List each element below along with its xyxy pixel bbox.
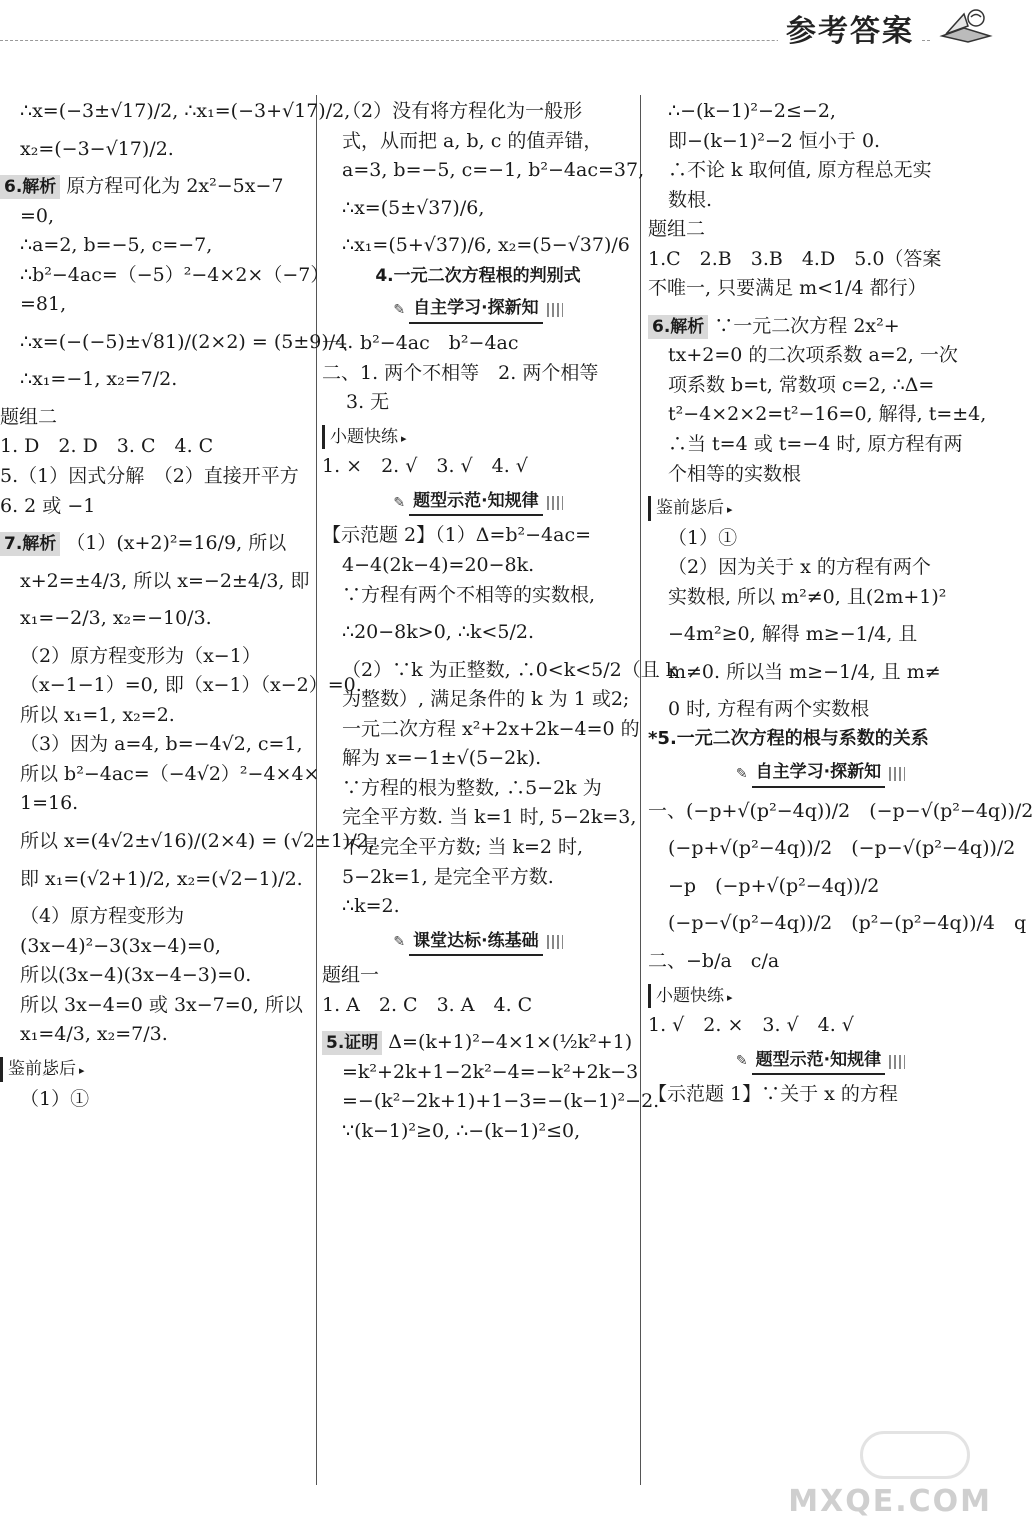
- text-line: ∴−(k−1)²−2≤−2,: [668, 100, 836, 122]
- text-line: 1. √ 2. × 3. √ 4. √: [648, 1014, 854, 1037]
- text-line: （x−1−1）=0, 即（x−1）（x−2）=0.: [20, 674, 362, 697]
- banner-self-study: ✎ 自主学习·探新知: [648, 760, 993, 788]
- text-line: 二、1. 两个不相等 2. 两个相等: [322, 361, 599, 384]
- text-line: a=3, b=−5, c=−1, b²−4ac=37,: [342, 159, 645, 182]
- text-line: ∴x₁=(5+√37)/6, x₂=(5−√37)/6: [342, 234, 630, 257]
- banner-self-study: ✎ 自主学习·探新知: [322, 296, 634, 324]
- text-line: 一、(−p+√(p²−4q))/2 (−p−√(p²−4q))/2: [648, 799, 1033, 822]
- answer-text: （1）(x+2)²=16/9, 所以: [66, 532, 287, 555]
- text-line: 【示范题 2】（1）Δ=b²−4ac=: [322, 524, 592, 547]
- text-line: (−p−√(p²−4q))/2 (p²−(p²−4q))/4 q: [668, 912, 1027, 935]
- text-line: 所以 x=(4√2±√16)/(2×4) = (√2±1)/2,: [20, 830, 375, 853]
- answer-text: Δ=(k+1)²−4×1×(½k²+1): [388, 1031, 633, 1054]
- text-line: 实数根, 所以 m²≠0, 且(2m+1)²: [668, 585, 947, 608]
- text-line: 不唯一, 只要满足 m<1/4 都行）: [648, 277, 927, 300]
- arrow-icon: ▸: [727, 990, 733, 1004]
- text-line: 【示范题 1】∵关于 x 的方程: [648, 1083, 898, 1106]
- text-line: ∴x=(−3±√17)/2, ∴x₁=(−3+√17)/2,: [20, 100, 351, 122]
- column-right: [648, 98, 1033, 1111]
- text-line: （2）因为关于 x 的方程有两个: [668, 556, 931, 579]
- pen-icon: ✎: [735, 765, 748, 782]
- page-header: [0, 0, 1000, 50]
- text-line: tx+2=0 的二次项系数 a=2, 一次: [668, 344, 958, 367]
- text-line: 6. 2 或 −1: [0, 494, 96, 517]
- text-line: =0,: [20, 204, 55, 227]
- group-heading: 题组二: [648, 218, 706, 241]
- bars-icon: [547, 935, 563, 949]
- text-line: 所以(3x−4)(3x−4−3)=0.: [20, 964, 252, 987]
- arrow-icon: ▸: [79, 1063, 85, 1077]
- text-line: t²−4×2×2=t²−16=0, 解得, t=±4,: [668, 403, 987, 426]
- text-line: （2）∵k 为正整数, ∴0<k<5/2（且 k: [342, 658, 678, 681]
- text-line: m≠0. 所以当 m≥−1/4, 且 m≠: [668, 660, 941, 683]
- answer-text: 原方程可化为 2x²−5x−7: [66, 175, 284, 198]
- text-line: ∴x₁=−1, x₂=7/2.: [20, 368, 178, 391]
- text-line: (−p+√(p²−4q))/2 (−p−√(p²−4q))/2: [668, 837, 1016, 860]
- bars-icon: [889, 767, 905, 781]
- text-line: 所以 x₁=1, x₂=2.: [20, 703, 175, 726]
- text-line: 1.C 2.B 3.B 4.D 5.0（答案: [648, 247, 942, 270]
- text-line: 不是完全平方数; 当 k=2 时,: [342, 835, 584, 858]
- text-line: 项系数 b=t, 常数项 c=2, ∴Δ=: [668, 373, 935, 396]
- pen-icon: ✎: [393, 494, 406, 511]
- text-line: 1. D 2. D 3. C 4. C: [0, 435, 214, 458]
- text-line: 个相等的实数根: [668, 462, 802, 485]
- analysis-tag: 6.解析: [0, 175, 60, 199]
- text-line: 二、−b/a c/a: [648, 949, 780, 972]
- group-heading: 题组二: [0, 405, 58, 428]
- text-line: （1）①: [668, 526, 738, 549]
- page-title: 参考答案: [778, 6, 922, 50]
- text-line: 所以 b²−4ac=（−4√2）²−4×4×: [20, 762, 320, 785]
- watermark: MXQE.COM: [788, 1484, 992, 1519]
- pen-icon: ✎: [393, 934, 406, 951]
- text-line: 式，从而把 a, b, c 的值弄错，: [342, 129, 603, 152]
- text-line: 数根.: [668, 188, 713, 211]
- arrow-icon: ▸: [401, 431, 407, 445]
- text-line: ∴k=2.: [342, 895, 400, 918]
- text-line: x₁=−2/3, x₂=−10/3.: [20, 607, 212, 630]
- banner-class-practice: ✎ 课堂达标·练基础: [322, 929, 634, 957]
- text-line: 一、b²−4ac b²−4ac: [322, 332, 519, 355]
- text-line: x₁=4/3, x₂=7/3.: [20, 1023, 168, 1046]
- column-divider-1: [316, 95, 317, 1485]
- text-line: 即 x₁=(√2+1)/2, x₂=(√2−1)/2.: [20, 867, 303, 890]
- text-line: ∴x=(−(−5)±√81)/(2×2) = (5±9)/4.: [20, 330, 354, 353]
- text-line: （3）因为 a=4, b=−4√2, c=1,: [20, 733, 303, 756]
- section-title: *5.一元二次方程的根与系数的关系: [648, 728, 929, 750]
- text-line: 完全平方数. 当 k=1 时, 5−2k=3,: [342, 806, 637, 829]
- text-line: 4−4(2k−4)=20−8k.: [342, 554, 535, 577]
- banner-examples: ✎ 题型示范·知规律: [322, 489, 634, 517]
- text-line: [0, 530, 312, 558]
- text-line: ∴b²−4ac=（−5）²−4×2×（−7）: [20, 263, 330, 286]
- text-line: 5.（1）因式分解 （2）直接开平方: [0, 465, 299, 488]
- analysis-tag: 6.解析: [648, 315, 708, 339]
- analysis-tag: 7.解析: [0, 532, 60, 556]
- text-line: ∵方程的根为整数, ∴5−2k 为: [342, 776, 602, 799]
- text-line: 1=16.: [20, 792, 79, 815]
- text-line: ∴20−8k>0, ∴k<5/2.: [342, 621, 535, 644]
- text-line: 即−(k−1)²−2 恒小于 0.: [668, 129, 881, 152]
- arrow-icon: ▸: [727, 503, 733, 517]
- bars-icon: [889, 1055, 905, 1069]
- pen-icon: ✎: [393, 302, 406, 319]
- text-line: =81,: [20, 293, 67, 316]
- section-review: 鉴前毖后 ▸: [0, 1057, 85, 1082]
- text-line: （4）原方程变形为: [20, 905, 185, 928]
- text-line: 所以 3x−4=0 或 3x−7=0, 所以: [20, 993, 303, 1016]
- text-line: [648, 313, 993, 341]
- text-line: ∵方程有两个不相等的实数根,: [342, 583, 596, 606]
- text-line: 0 时, 方程有两个实数根: [668, 698, 870, 721]
- text-line: x+2=±4/3, 所以 x=−2±4/3, 即: [20, 569, 310, 592]
- text-line: 为整数）, 满足条件的 k 为 1 或2;: [342, 688, 630, 711]
- text-line: 1. A 2. C 3. A 4. C: [322, 993, 533, 1016]
- bars-icon: [547, 303, 563, 317]
- section-review: 鉴前毖后 ▸: [648, 496, 733, 521]
- text-line: 3. 无: [346, 391, 390, 414]
- bars-icon: [547, 496, 563, 510]
- watermark-badge-icon: [860, 1431, 970, 1479]
- text-line: 5−2k=1, 是完全平方数.: [342, 865, 554, 888]
- proof-tag: 5.证明: [322, 1031, 382, 1055]
- text-line: （2）没有将方程化为一般形: [342, 100, 583, 122]
- text-line: [322, 1029, 634, 1057]
- answer-text: ∵一元二次方程 2x²+: [714, 314, 900, 337]
- text-line: −4m²≥0, 解得 m≥−1/4, 且: [668, 623, 918, 646]
- text-line: （2）原方程变形为（x−1）: [20, 644, 261, 667]
- text-line: 一元二次方程 x²+2x+2k−4=0 的: [342, 717, 640, 740]
- text-line: ∴a=2, b=−5, c=−7,: [20, 234, 213, 257]
- text-line: 解为 x=−1±√(5−2k).: [342, 747, 542, 770]
- text-line: ∵(k−1)²≥0, ∴−(k−1)²≤0,: [342, 1119, 581, 1142]
- text-line: ∴当 t=4 或 t=−4 时, 原方程有两: [668, 433, 963, 456]
- group-heading: 题组一: [322, 964, 380, 987]
- book-logo-icon: [938, 6, 994, 44]
- section-quick-practice: 小题快练 ▸: [322, 425, 407, 450]
- text-line: ∴不论 k 取何值, 原方程总无实: [668, 159, 932, 182]
- text-line: x₂=(−3−√17)/2.: [20, 137, 174, 160]
- section-quick-practice: 小题快练 ▸: [648, 984, 733, 1009]
- text-line: 1. × 2. √ 3. √ 4. √: [322, 455, 528, 478]
- text-line: (3x−4)²−3(3x−4)=0,: [20, 934, 221, 957]
- banner-examples: ✎ 题型示范·知规律: [648, 1048, 993, 1076]
- text-line: −p (−p+√(p²−4q))/2: [668, 874, 880, 897]
- text-line: （1）①: [20, 1087, 90, 1110]
- text-line: [0, 173, 312, 201]
- text-line: =−(k²−2k+1)+1−3=−(k−1)²−2.: [342, 1090, 660, 1113]
- text-line: ∴x=(5±√37)/6,: [342, 196, 485, 219]
- column-divider-2: [640, 95, 641, 1485]
- text-line: =k²+2k+1−2k²−4=−k²+2k−3: [342, 1060, 639, 1083]
- pen-icon: ✎: [735, 1053, 748, 1070]
- section-title: 4.一元二次方程根的判别式: [375, 265, 581, 286]
